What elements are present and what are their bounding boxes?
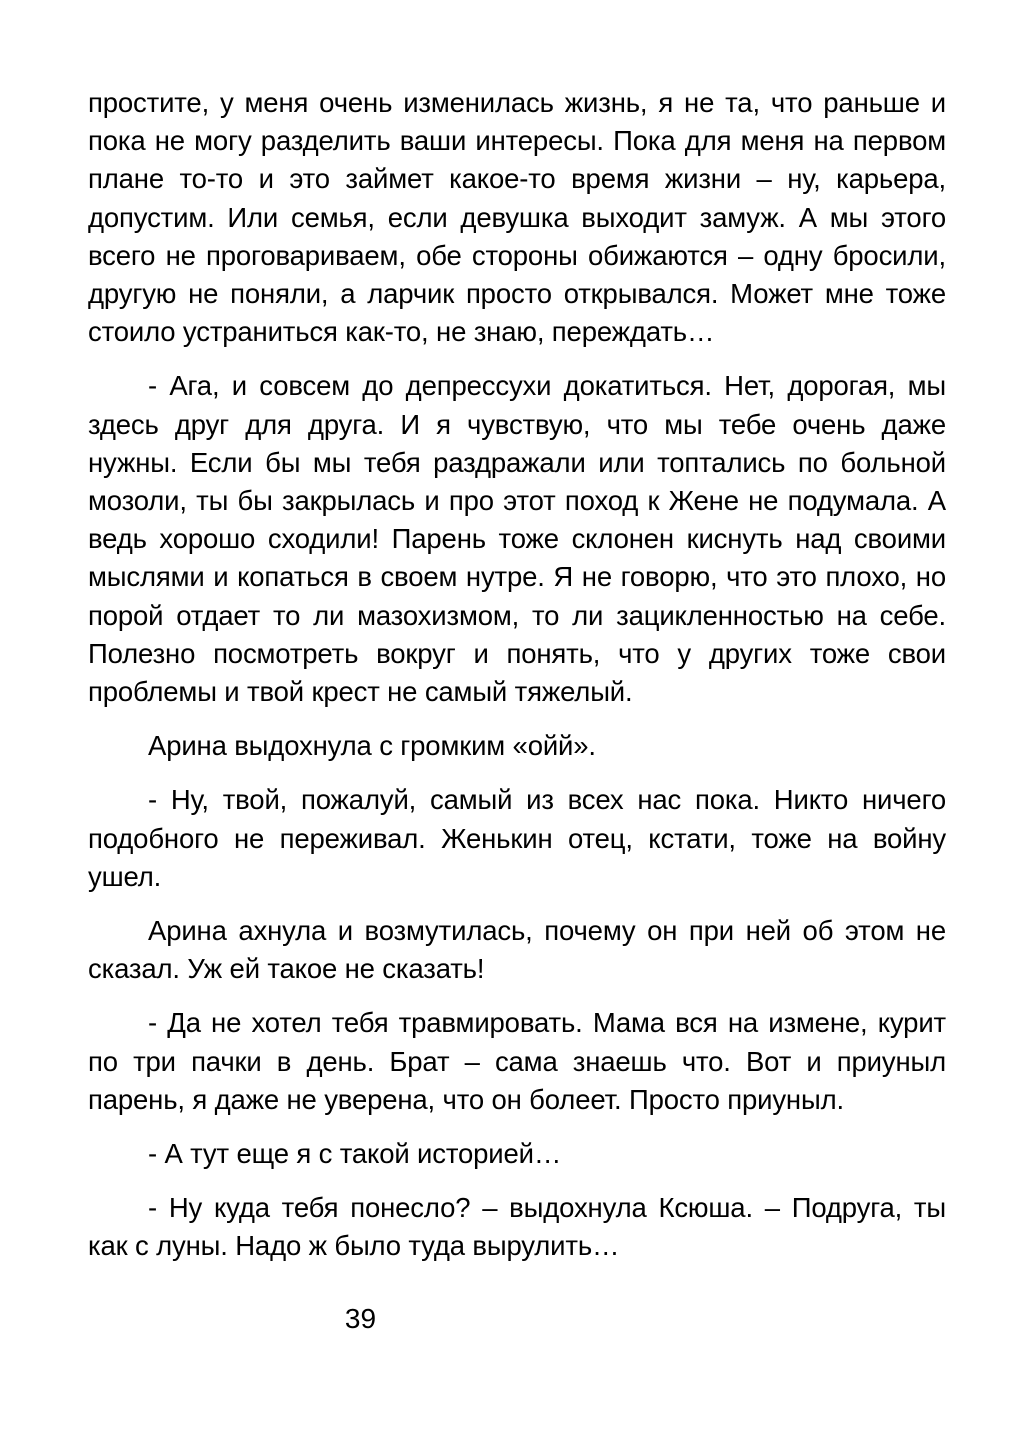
paragraph: - Ну, твой, пожалуй, самый из всех нас пока. Никто ничего подобного не переживал. Женькин отец, кстати, тоже на войну ушел. [88, 784, 946, 892]
body-text-column [88, 84, 946, 1282]
paragraph: - Да не хотел тебя травмировать. Мама вся на измене, курит по три пачки в день. Брат – сама знаешь что. Вот и приуныл парень, я даже не уверена, что он болеет. Просто приуныл. [88, 1007, 946, 1115]
paragraph: - Ну куда тебя понесло? – выдохнула Ксюша. – Подруга, ты как с луны. Надо ж было туда вырулить… [88, 1192, 946, 1262]
page-number: 39 [344, 1303, 377, 1334]
paragraph: - Ага, и совсем до депрессухи докатиться. Нет, дорогая, мы здесь друг для друга. И я чувствую, что мы тебе очень даже нужны. Если бы мы тебя раздражали или топтались по больной мозоли, ты бы закрылась и про этот поход к Жене не подумала. А ведь хорошо сходили! Парень тоже склонен киснуть над своими мыслями и копаться в своем нутре. Я не говорю, что это плохо, но порой отдает то ли мазохизмом, то ли зацикленностью на себе. Полезно посмотреть вокруг и понять, что у других тоже свои проблемы и твой крест не самый тяжелый. [88, 370, 946, 708]
paragraph: Арина ахнула и возмутилась, почему он при ней об этом не сказал. Уж ей такое не сказать! [88, 915, 946, 985]
paragraph: - А тут еще я с такой историей… [148, 1138, 562, 1170]
paragraph: Арина выдохнула с громким «ойй». [148, 730, 596, 762]
paragraph: простите, у меня очень изменилась жизнь, я не та, что раньше и пока не могу разделить ваши интересы. Пока для меня на первом плане то-то и это займет какое-то время жизни – ну, карьера, допустим. Или семья, если девушка выходит замуж. А мы этого всего не проговариваем, обе стороны обижаются – одну бросили, другую не поняли, а ларчик просто открывался. Может мне тоже стоило устраниться как-то, не знаю, переждать… [88, 87, 946, 348]
